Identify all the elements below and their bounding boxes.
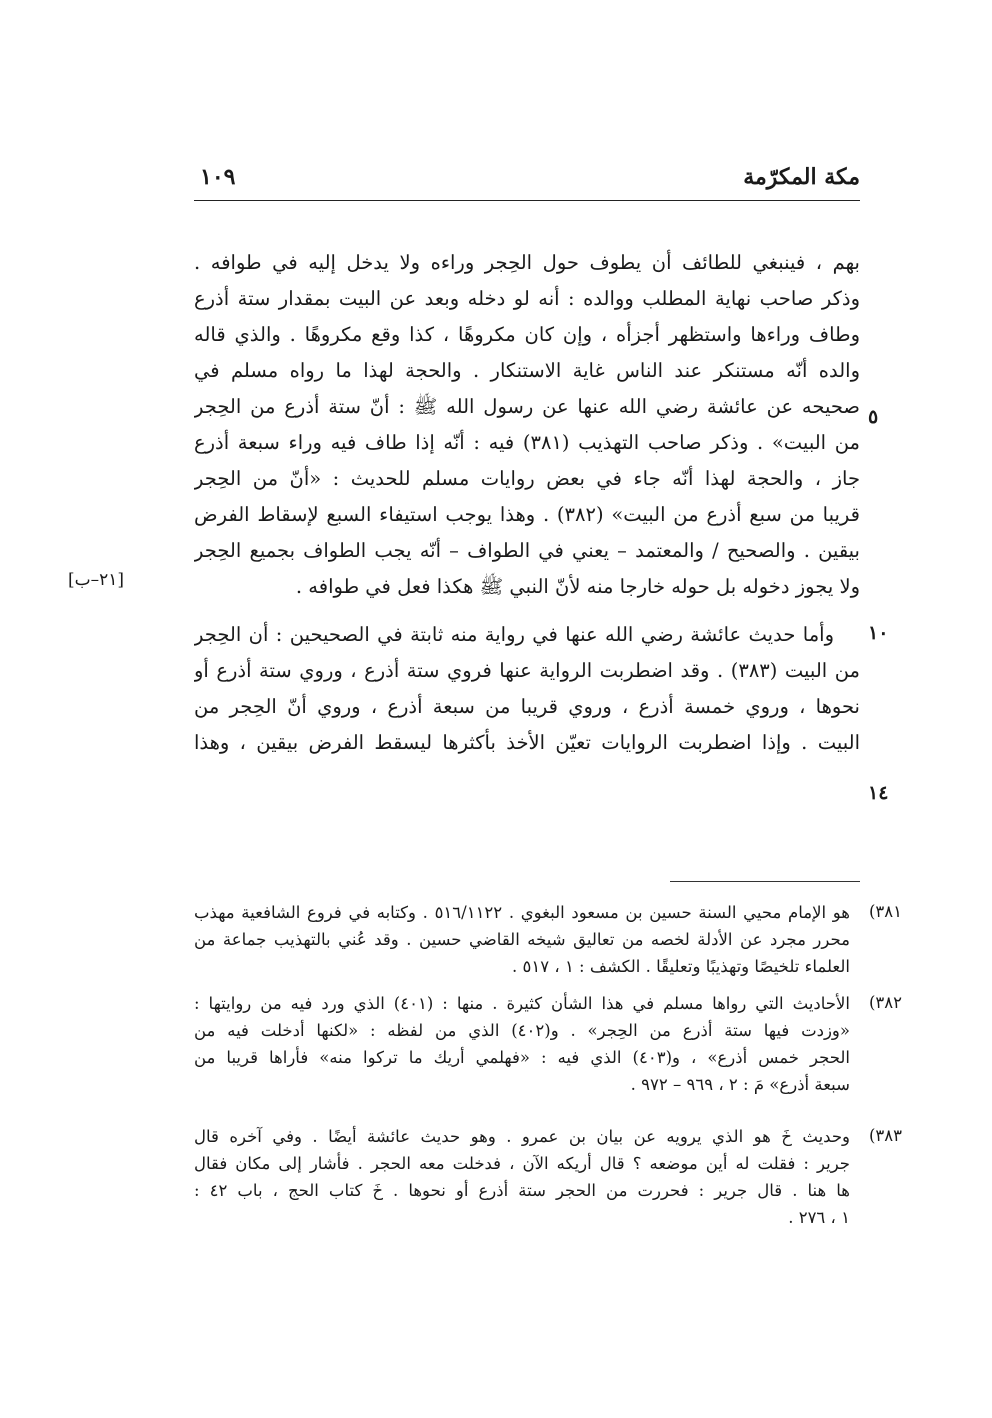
text-line: بهم ، فينبغي للطائف أن يطوف حول الحِجر وراءه ولا يدخل إليه في طوافه . (194, 251, 860, 274)
text-line: قريبا من سبع أذرع من البيت» (٣٨٢) . وهذا يوجب استيفاء السبع لإسقاط الفرض (194, 503, 860, 526)
text-line: والده أنّه مستنكر عند الناس غاية الاستنكار . والحجة لهذا ما رواه مسلم في (194, 359, 860, 382)
footnote-line: العلماء تلخيصًا وتهذيبًا وتعليقًا . الكشف : ١ ، ٥١٧ . (512, 957, 850, 976)
line-number: ١٤ (868, 782, 889, 804)
text-line: من البيت» . وذكر صاحب التهذيب (٣٨١) فيه : أنّه إذا طاف فيه وراء سبعة أذرع (194, 431, 860, 454)
footnote-separator (670, 881, 860, 882)
page-number: ١٠٩ (200, 164, 236, 190)
footnote (194, 991, 902, 1103)
footnote-line: الأحاديث التي رواها مسلم في هذا الشأن كثيرة . منها : (٤٠١) الذي ورد فيه من روايتها : (194, 994, 850, 1013)
text-line: وطاف وراءها واستظهر أجزأه ، وإن كان مكروهًا ، كذا وقع مكروهًا . والذي قاله (194, 323, 860, 346)
text-line: صحيحه عن عائشة رضي الله عنها عن رسول الله ﷺ : أنّ ستة أذرع من الحِجر (194, 395, 860, 418)
margin-folio-reference: [٢١–ب] (68, 570, 125, 590)
line-number: ١٠ (868, 622, 889, 644)
header-title: مكة المكرّمة (743, 164, 860, 190)
footnote-line: سبعة أذرع» مَ : ٢ ، ٩٦٩ – ٩٧٢ . (630, 1075, 850, 1094)
line-number: ٥ (868, 406, 879, 428)
footnote-number: ٣٨٣) (868, 1126, 902, 1145)
text-line: البيت . وإذا اضطربت الروايات تعيّن الأخذ بأكثرها ليسقط الفرض بيقين ، وهذا (194, 731, 860, 754)
text-line: من البيت (٣٨٣) . وقد اضطربت الرواية عنها فروي ستة أذرع ، وروي ستة أذرع أو (194, 659, 860, 682)
footnote-line: هو الإمام محيي السنة حسين بن مسعود البغوي . ٥١٦/١١٢٢ . وكتابه في فروع الشافعية مهذب (194, 903, 850, 922)
footnote-line: جرير : فقلت له أين موضعه ؟ قال أريكه الآن ، فدخلت معه الحجر . فأشار إلى مكان فقال (194, 1154, 850, 1173)
footnote-line: «وزدت فيها ستة أذرع من الحِجر» . و(٤٠٢) الذي من لفظه : «لكنها أدخلت فيه من (194, 1021, 850, 1040)
footnote (194, 1124, 902, 1236)
text-line: بيقين . والصحيح / والمعتمد – يعني في الطواف – أنّه يجب الطواف بجميع الحِجر (194, 539, 860, 562)
text-line: جاز ، والحجة لهذا أنّه جاء في بعض روايات مسلم للحديث : «أنّ من الحِجر (194, 467, 860, 490)
footnote-line: محرر مجرد عن الأدلة لخصه من تعاليق شيخه القاضي حسين . وقد عُني بالتهذيب جماعة من (194, 930, 850, 949)
text-line: وذكر صاحب نهاية المطلب ووالده : أنه لو دخله وبعد عن البيت بمقدار ستة أذرع (194, 287, 860, 310)
footnote-number: ٣٨٢) (868, 993, 902, 1012)
footnote (194, 900, 902, 984)
footnote-line: ها هنا . قال جرير : فحررت من الحجر ستة أذرع أو نحوها . خَ كتاب الحج ، باب ٤٢ : (194, 1181, 850, 1200)
footnote-line: وحديث خَ هو الذي يرويه عن بيان بن عمرو . وهو حديث عائشة أيضًا . وفي آخره قال (194, 1127, 850, 1146)
text-line: وأما حديث عائشة رضي الله عنها في رواية منه ثابتة في الصحيحين : أن الحِجر (194, 623, 834, 646)
text-line: نحوها ، وروي خمسة أذرع ، وروي قريبا من سبعة أذرع ، وروي أنّ الحِجر من (194, 695, 860, 718)
running-header (194, 160, 860, 201)
footnote-line: ١ ، ٢٧٦ . (788, 1208, 850, 1227)
footnote-number: ٣٨١) (868, 902, 902, 921)
text-line: ولا يجوز دخوله بل حوله خارجا منه لأنّ النبي ﷺ هكذا فعل في طوافه . (295, 575, 860, 598)
footnote-line: الحجر خمس أذرع» ، و(٤٠٣) الذي فيه : «فهلمي أريك ما تركوا منه» فأراها قريبا من (194, 1048, 850, 1067)
